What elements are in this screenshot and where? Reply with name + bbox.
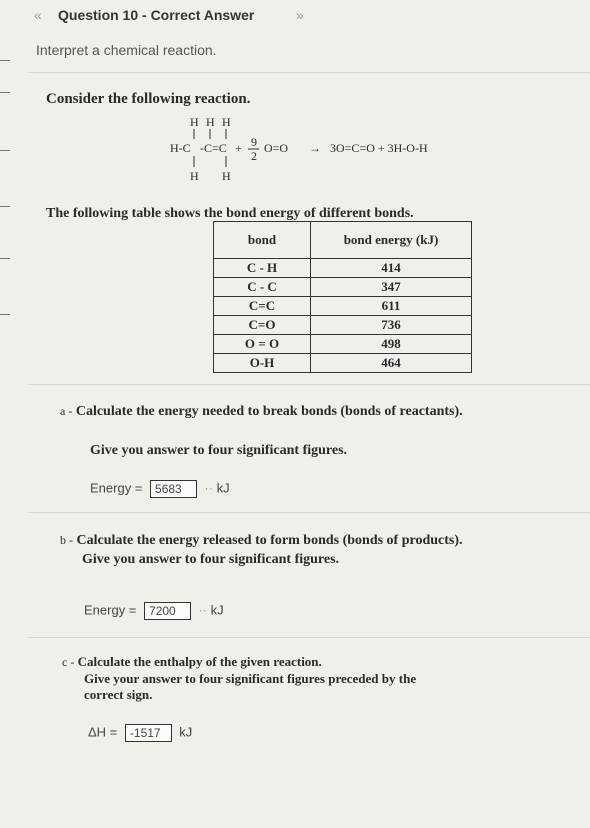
- part-b-question: [60, 533, 463, 549]
- part-b-unit: kJ: [210, 602, 224, 618]
- divider: [28, 72, 590, 73]
- table-row: [214, 335, 472, 354]
- part-a-instruction: Give you answer to four significant figures.: [90, 443, 348, 458]
- margin-mark: [0, 60, 10, 61]
- energy-cell: 414: [311, 259, 472, 278]
- divider: [28, 384, 590, 385]
- coefficient-numerator: 9: [251, 135, 257, 149]
- part-a-prefix: Energy =: [90, 480, 143, 496]
- table-row: [214, 354, 472, 373]
- question-header: [0, 0, 590, 34]
- energy-cell: 347: [311, 278, 472, 297]
- part-c-label: c -: [62, 655, 75, 669]
- divider: [28, 637, 590, 638]
- margin-mark: [0, 150, 10, 151]
- question-subtitle: Interpret a chemical reaction.: [36, 42, 217, 58]
- plus-sign: +: [235, 141, 242, 155]
- part-c-instruction-2: correct sign.: [84, 687, 153, 702]
- part-a-answer-input[interactable]: 5683: [150, 480, 197, 498]
- table-row: [214, 259, 472, 278]
- table-row: [214, 278, 472, 297]
- table-header-row: [214, 222, 472, 259]
- next-question-icon[interactable]: »: [296, 7, 304, 23]
- divider: [28, 512, 590, 513]
- oxygen-molecule: O=O: [264, 141, 289, 155]
- top-h-2: H: [206, 115, 215, 129]
- part-b-prefix: Energy =: [84, 602, 137, 618]
- top-h-3: H: [222, 115, 231, 129]
- part-a-label: a -: [60, 404, 73, 418]
- margin-mark: [0, 314, 10, 315]
- part-b-label: b -: [60, 533, 73, 547]
- reaction-arrow: →: [309, 141, 321, 155]
- part-a-answer-row: [90, 480, 230, 498]
- margin-mark: [0, 92, 10, 93]
- table-row: [214, 297, 472, 316]
- part-b-answer-status-icon: ··: [198, 602, 208, 618]
- coefficient-denominator: 2: [251, 149, 257, 163]
- question-title: Question 10 - Correct Answer: [58, 7, 255, 23]
- energy-cell: 611: [311, 297, 472, 316]
- reactant-hc: H-C: [170, 141, 191, 155]
- margin-mark: [0, 258, 10, 259]
- part-c-answer-row: [88, 724, 192, 742]
- part-c-question-text: Calculate the enthalpy of the given reaction.: [77, 654, 322, 669]
- part-c-answer-input[interactable]: -1517: [125, 724, 172, 742]
- margin-mark: [0, 206, 10, 207]
- part-b-instruction: Give you answer to four significant figures.: [82, 552, 340, 567]
- reaction-products: 3O=C=O + 3H-O-H: [330, 141, 428, 155]
- bond-energy-table: [213, 221, 472, 373]
- previous-question-icon[interactable]: «: [34, 7, 42, 23]
- part-b-answer-row: [84, 602, 224, 620]
- reactant-cc: -C=C: [200, 141, 227, 155]
- part-b-answer-input[interactable]: 7200: [144, 602, 191, 620]
- bond-cell: O-H: [214, 354, 311, 373]
- bottom-h-1: H: [190, 169, 199, 183]
- part-a-unit: kJ: [216, 480, 230, 496]
- energy-cell: 464: [311, 354, 472, 373]
- reaction-equation: [160, 112, 500, 196]
- part-a-question-text: Calculate the energy needed to break bonds (bonds of reactants).: [75, 404, 463, 419]
- bond-cell: C - C: [214, 278, 311, 297]
- part-c-instruction-1: Give your answer to four significant figures preceded by the: [84, 671, 417, 686]
- table-row: [214, 316, 472, 335]
- part-c-question: [62, 654, 322, 670]
- part-b-question-text: Calculate the energy released to form bonds (bonds of products).: [76, 533, 463, 548]
- bottom-h-2: H: [222, 169, 231, 183]
- column-header-bond: bond: [214, 222, 311, 259]
- bond-cell: C=C: [214, 297, 311, 316]
- part-c-prefix: ΔH =: [88, 724, 118, 740]
- energy-cell: 498: [311, 335, 472, 354]
- column-header-bond-energy: bond energy (kJ): [311, 222, 472, 259]
- bond-cell: O = O: [214, 335, 311, 354]
- energy-cell: 736: [311, 316, 472, 335]
- bond-cell: C - H: [214, 259, 311, 278]
- table-intro-text: The following table shows the bond energy of different bonds.: [46, 206, 414, 221]
- part-a-question: [60, 404, 463, 420]
- top-h-1: H: [190, 115, 199, 129]
- part-a-answer-status-icon: ··: [204, 480, 214, 496]
- intro-text: Consider the following reaction.: [46, 91, 251, 107]
- part-c-unit: kJ: [179, 724, 193, 740]
- bond-cell: C=O: [214, 316, 311, 335]
